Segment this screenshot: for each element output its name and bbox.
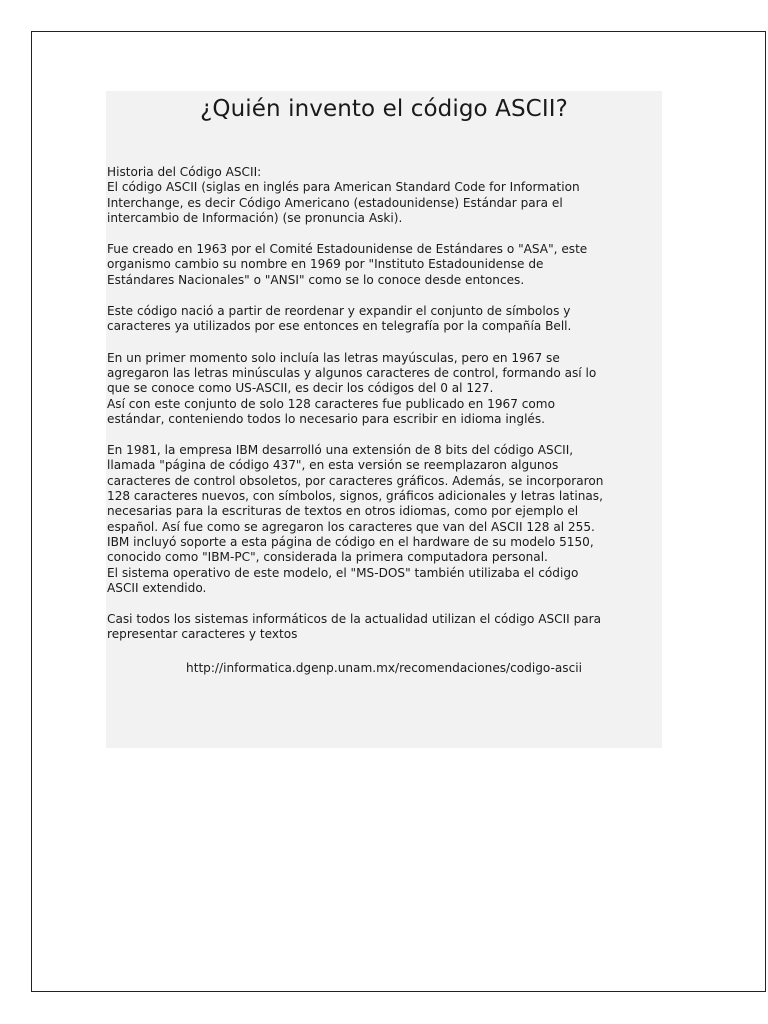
paragraph-line: representar caracteres y textos [107, 627, 298, 642]
paragraph-line: caracteres de control obsoletos, por caracteres gráficos. Además, se incorporaron [107, 473, 604, 488]
source-url: http://informatica.dgenp.unam.mx/recomendaciones/codigo-ascii [186, 660, 582, 675]
paragraph-line: 128 caracteres nuevos, con símbolos, signos, gráficos adicionales y letras latinas, [107, 489, 603, 504]
paragraph-line: Casi todos los sistemas informáticos de la actualidad utilizan el código ASCII para [107, 612, 602, 627]
paragraph-line: caracteres ya utilizados por ese entonces en telegrafía por la compañía Bell. [107, 319, 572, 334]
paragraph-line: Así con este conjunto de solo 128 caracteres fue publicado en 1967 como [107, 396, 555, 411]
paragraph-line: El sistema operativo de este modelo, el "MS-DOS" también utilizaba el código [107, 565, 579, 580]
page-title: ¿Quién invento el código ASCII? [200, 96, 568, 122]
paragraph [107, 443, 662, 596]
paragraph-line: organismo cambio su nombre en 1969 por "Instituto Estadounidense de [107, 257, 544, 272]
paragraph-line: agregaron las letras minúsculas y algunos caracteres de control, formando así lo [107, 365, 597, 380]
article-body [106, 165, 662, 643]
paragraph-line: intercambio de Información) (se pronuncia Aski). [107, 210, 403, 225]
paragraph-line: Historia del Código ASCII: [107, 165, 262, 179]
paragraph-line: En 1981, la empresa IBM desarrolló una extensión de 8 bits del código ASCII, [107, 443, 574, 458]
paragraph-line: Interchange, es decir Código Americano (estadounidense) Estándar para el [107, 195, 563, 210]
article-box [106, 91, 662, 748]
paragraph-line: necesarias para la escrituras de textos en otros idiomas, como por ejemplo el [107, 504, 579, 519]
paragraph-line: español. Así fue como se agregaron los caracteres que van del ASCII 128 al 255. [107, 519, 595, 534]
paragraph [107, 242, 662, 288]
paragraph [107, 304, 662, 335]
paragraph-line: estándar, conteniendo todos lo necesario para escribir en idioma inglés. [107, 411, 546, 426]
paragraph-line: IBM incluyó soporte a esta página de código en el hardware de su modelo 5150, [107, 534, 594, 549]
paragraph-line: Fue creado en 1963 por el Comité Estadounidense de Estándares o "ASA", este [107, 242, 588, 257]
paragraph-line: Este código nació a partir de reordenar y expandir el conjunto de símbolos y [107, 304, 571, 319]
paragraph [107, 165, 662, 226]
paragraph-line: Estándares Nacionales" o "ANSI" como se lo conoce desde entonces. [107, 272, 525, 287]
paragraph-line: que se conoce como US-ASCII, es decir los códigos del 0 al 127. [107, 381, 494, 396]
paragraph-line: ASCII extendido. [107, 580, 207, 595]
paragraph [107, 612, 662, 643]
paragraph-line: conocido como "IBM-PC", considerada la primera computadora personal. [107, 550, 548, 565]
paragraph-line: El código ASCII (siglas en inglés para American Standard Code for Information [107, 180, 580, 195]
paragraph [107, 351, 662, 427]
paragraph-line: llamada "página de código 437", en esta versión se reemplazaron algunos [107, 458, 559, 473]
paragraph-line: En un primer momento solo incluía las letras mayúsculas, pero en 1967 se [107, 350, 560, 365]
